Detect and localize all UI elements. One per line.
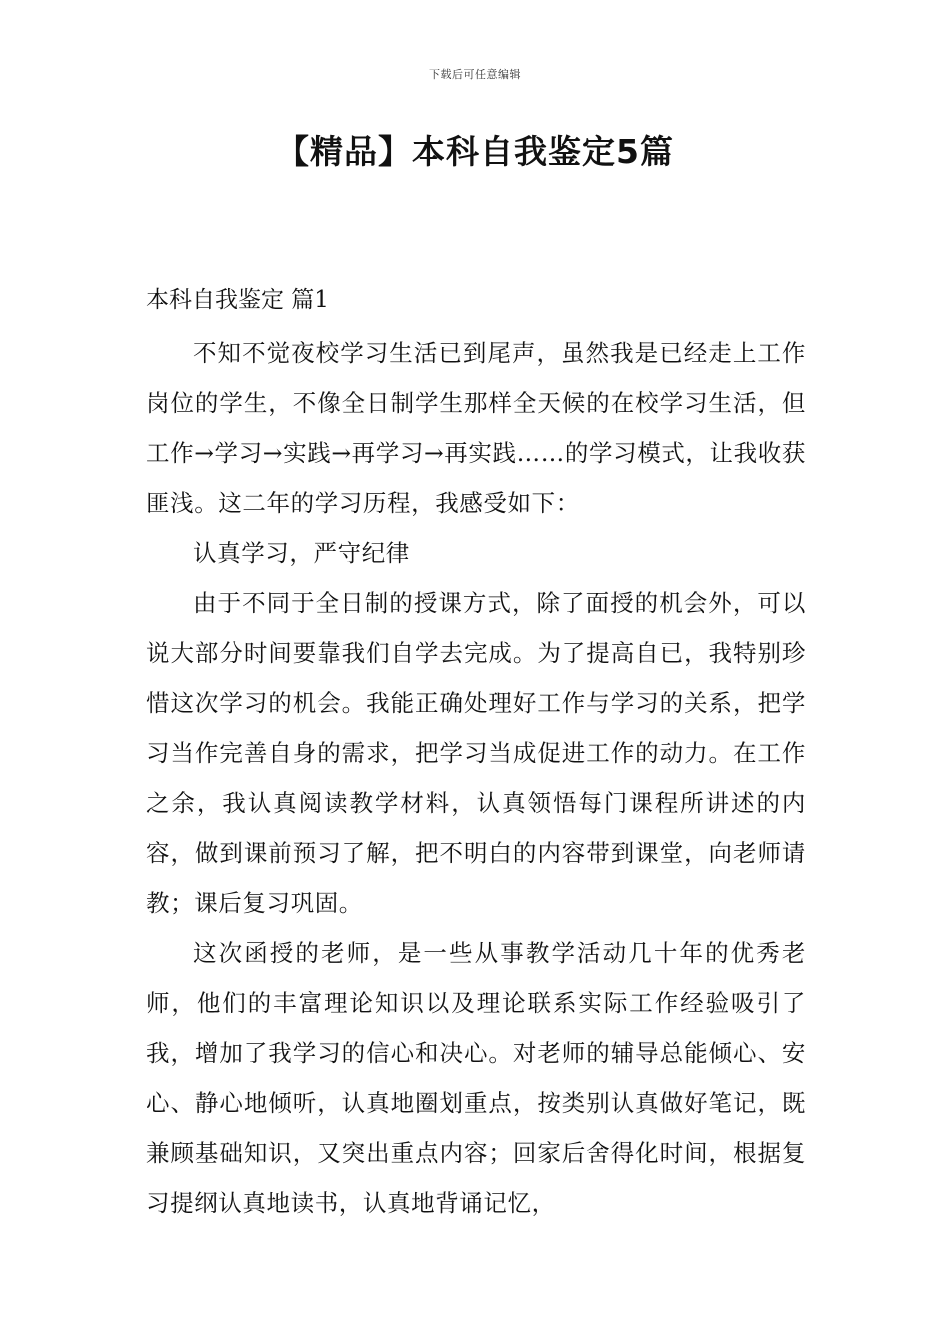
paragraph-intro: 不知不觉夜校学习生活已到尾声，虽然我是已经走上工作岗位的学生，不像全日制学生那样全天候的在校学习生活，但工作→学习→实践→再学习→再实践……的学习模式，让我收获匪浅。这二年的学习历程，我感受如下： xyxy=(146,339,806,517)
page-header-note: 下载后可任意编辑 xyxy=(429,68,521,81)
document-title: 【精品】本科自我鉴定5篇 xyxy=(276,132,674,171)
paragraph-teachers: 这次函授的老师，是一些从事教学活动几十年的优秀老师，他们的丰富理论知识以及理论联系实际工作经验吸引了我，增加了我学习的信心和决心。对老师的辅导总能倾心、安心、静心地倾听，认真地圈划重点，按类别认真做好笔记，既兼顾基础知识，又突出重点内容；回家后舍得化时间，根据复习提纲认真地读书，认真地背诵记忆， xyxy=(146,939,806,1217)
document-body xyxy=(146,328,806,1228)
paragraph-study: 由于不同于全日制的授课方式，除了面授的机会外，可以说大部分时间要靠我们自学去完成。为了提高自已，我特别珍惜这次学习的机会。我能正确处理好工作与学习的关系，把学习当作完善自身的需求，把学习当成促进工作的动力。在工作之余，我认真阅读教学材料，认真领悟每门课程所讲述的内容，做到课前预习了解，把不明白的内容带到课堂，向老师请教；课后复习巩固。 xyxy=(146,589,806,917)
section-heading: 本科自我鉴定 篇1 xyxy=(146,287,329,313)
paragraph-subheading: 认真学习，严守纪律 xyxy=(193,539,410,567)
